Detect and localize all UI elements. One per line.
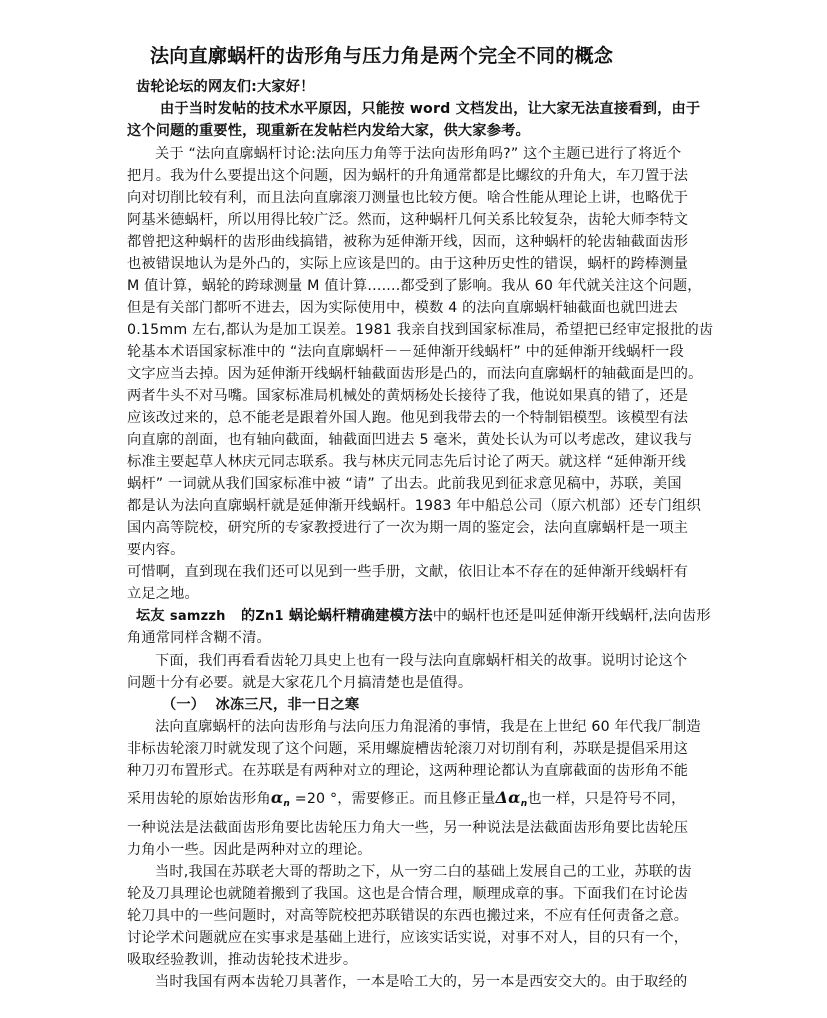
- paragraph-line: 讨论学术问题就应在实事求是基础上进行，应该实话实说，对事不对人，目的只有一个，: [127, 930, 689, 946]
- paragraph-line: 种刀刃布置形式。在苏联是有两种对立的理论，这两种理论都认为直廓截面的齿形角不能: [127, 763, 689, 779]
- forum-de: 的: [225, 608, 256, 624]
- paragraph-line: 这个问题的重要性，现重新在发帖栏内发给大家，供大家参考。: [127, 123, 530, 139]
- paragraph-line: 阿基米德蜗杆，所以用得比较广泛。然而，这种蜗杆几何关系比较复杂，齿轮大师李特文: [127, 212, 689, 228]
- paragraph-line: 下面，我们再看看齿轮刀具史上也有一段与法向直廓蜗杆相关的故事。说明讨论这个: [155, 653, 688, 669]
- paragraph-line: 当时我国有两本齿轮刀具著作，一本是哈工大的，另一本是西安交大的。由于取经的: [155, 974, 688, 990]
- paragraph-line: 把月。我为什么要提出这个问题，因为蜗杆的升角通常都是比螺纹的升角大，车刀置于法: [127, 168, 689, 184]
- paragraph-line: 0.15mm 左右,都认为是加工误差。1981 我亲自找到国家标准局，希望把已经审定报批的齿: [127, 322, 714, 338]
- forum-line-rest: 中的蜗杆也还是叫延伸渐开线蜗杆,法向齿形: [432, 608, 711, 624]
- formula-text-3: 也一样，只是符号不同，: [527, 791, 686, 807]
- paragraph-line: 两者牛头不对马嘴。国家标准局机械处的黄炳杨处长接待了我，他说如果真的错了，还是: [127, 388, 689, 404]
- paragraph-line: 角通常同样含糊不清。: [127, 630, 271, 646]
- delta-alpha-subscript: n: [520, 799, 528, 809]
- forum-prefix: 坛友: [136, 608, 170, 624]
- paragraph-line: 力角小一些。因此是两种对立的理论。: [127, 842, 372, 858]
- paragraph-line: 蜗杆” 一词就从我们国家标准中被 “请” 了出去。此前我见到征求意见稿中，苏联，美国: [127, 476, 682, 492]
- paragraph-line: 可惜啊，直到现在我们还可以见到一些手册，文献，依旧让本不存在的延伸渐开线蜗杆有: [127, 564, 689, 580]
- section-heading: （一） 冰冻三尺，非一日之寒: [162, 697, 360, 713]
- paragraph-line: 当时,我国在苏联老大哥的帮助之下，从一穷二白的基础上发展自己的工业，苏联的齿: [155, 864, 693, 880]
- forum-reference-line: [127, 606, 711, 627]
- delta-alpha-symbol: Δα: [495, 788, 521, 807]
- formula-text-1: 采用齿轮的原始齿形角: [127, 791, 271, 807]
- paragraph-line: 轮基本术语国家标准中的 “法向直廓蜗杆－－延伸渐开线蜗杆” 中的延伸渐开线蜗杆一段: [127, 344, 684, 360]
- paragraph-line: 非标齿轮滚刀时就发现了这个问题，采用螺旋槽齿轮滚刀对切削有利，苏联是提倡采用这: [127, 741, 689, 757]
- paragraph-line: 也被错误地认为是外凸的，实际上应该是凹的。由于这种历史性的错误，蜗杆的跨棒测量: [127, 256, 689, 272]
- paragraph-line: 要内容。: [127, 542, 185, 558]
- paragraph-line: 法向直廓蜗杆的法向齿形角与法向压力角混淆的事情，我是在上世纪 60 年代我厂制造: [155, 719, 701, 735]
- paragraph-line: 问题十分有必要。就是大家花几个月搞清楚也是值得。: [127, 675, 473, 691]
- paragraph-line: 向对切削比较有利，而且法向直廓滚刀测量也比较方便。啥合性能从理论上讲，也略优于: [127, 190, 689, 206]
- paragraph-line: 由于当时发帖的技术水平原因，只能按 word 文档发出，让大家无法直接看到，由于: [160, 101, 701, 117]
- formula-line: [127, 788, 686, 814]
- forum-article-title: 蜗论蜗杆精确建模方法: [283, 608, 433, 624]
- paragraph-line: 轮刀具中的一些问题时，对高等院校把苏联错误的东西也搬过来，不应有任何责备之意。: [127, 908, 689, 924]
- paragraph-line: 标准主要起草人林庆元同志联系。我与林庆元同志先后讨论了两天。就这样 “延伸渐开线: [127, 454, 686, 470]
- paragraph-line: 都是认为法向直廓蜗杆就是延伸渐开线蜗杆。1983 年中船总公司（原六机部）还专门组织: [127, 498, 701, 514]
- paragraph-line: 都曾把这种蜗杆的齿形曲线搞错，被称为延伸渐开线，因而，这种蜗杆的轮齿轴截面齿形: [127, 234, 689, 250]
- paragraph-line: 国内高等院校，研究所的专家教授进行了一次为期一周的鉴定会，法向直廓蜗杆是一项主: [127, 520, 689, 536]
- formula-text-2: ，需要修正。而且修正量: [337, 791, 496, 807]
- alpha-symbol: α: [270, 788, 284, 807]
- paragraph-line: 立足之地。: [127, 586, 199, 602]
- paragraph-line: 关于 “法向直廓蜗杆讨论:法向压力角等于法向齿形角吗?” 这个主题已进行了将近个: [155, 146, 682, 162]
- paragraph-line: 轮及刀具理论也就随着搬到了我国。这也是合情合理，顺理成章的事。下面我们在讨论齿: [127, 886, 689, 902]
- paragraph-line: 应该改过来的，总不能老是跟着外国人跑。他见到我带去的一个特制铝模型。该模型有法: [127, 410, 689, 426]
- alpha-value: =20 °: [290, 791, 338, 807]
- paragraph-line: 文字应当去掉。因为延伸渐开线蜗杆轴截面齿形是凸的，而法向直廓蜗杆的轴截面是凹的。: [127, 366, 703, 382]
- paragraph-line: 向直廓的剖面，也有轴向截面，轴截面凹进去 5 毫米，黄处长认为可以考虑改，建议我与: [127, 432, 693, 448]
- paragraph-line: 吸取经验教训，推动齿轮技术进步。: [127, 952, 358, 968]
- forum-username: samzzh: [169, 609, 226, 624]
- greeting-line: 齿轮论坛的网友们:大家好！: [136, 79, 315, 95]
- document-title: 法向直廓蜗杆的齿形角与压力角是两个完全不同的概念: [150, 45, 614, 67]
- paragraph-line: 但是有关部门都听不进去，因为实际使用中，模数 4 的法向直廓蜗杆轴截面也就凹进去: [127, 300, 678, 316]
- forum-zn1: Zn1: [255, 609, 284, 624]
- paragraph-line: 一种说法是法截面齿形角要比齿轮压力角大一些，另一种说法是法截面齿形角要比齿轮压: [127, 820, 689, 836]
- paragraph-line: M 值计算，蜗轮的跨球测量 M 值计算.......都受到了影响。我从 60 年代就关注这个问题，: [127, 278, 702, 294]
- alpha-subscript: n: [283, 799, 291, 809]
